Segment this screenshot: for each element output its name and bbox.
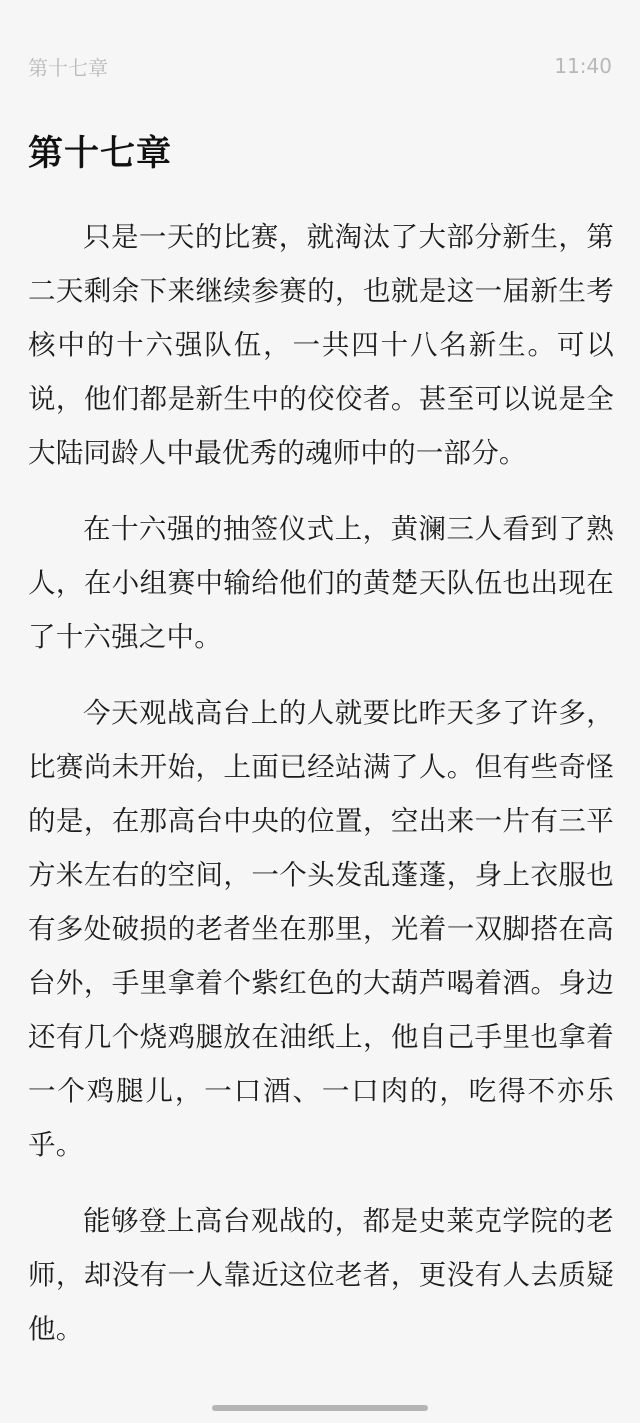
header-chapter-label: 第十七章 — [28, 55, 108, 80]
header-time: 11:40 — [554, 54, 612, 78]
paragraph: 能够登上高台观战的，都是史莱克学院的老师，却没有一人靠近这位老者，更没有人去质疑他。 — [28, 1205, 614, 1345]
chapter-body — [28, 210, 614, 1356]
chapter-title: 第十七章 — [28, 134, 173, 174]
home-indicator[interactable] — [212, 1405, 428, 1411]
paragraph: 在十六强的抽签仪式上，黄澜三人看到了熟人，在小组赛中输给他们的黄楚天队伍也出现在了十六强之中。 — [28, 513, 614, 653]
reader-content[interactable] — [28, 126, 614, 1378]
reader-header — [28, 48, 612, 84]
paragraph: 只是一天的比赛，就淘汰了大部分新生，第二天剩余下来继续参赛的，也就是这一届新生考核中的十六强队伍，一共四十八名新生。可以说，他们都是新生中的佼佼者。甚至可以说是全大陆同龄人中最优秀的魂师中的一部分。 — [28, 221, 614, 469]
paragraph: 今天观战高台上的人就要比昨天多了许多，比赛尚未开始，上面已经站满了人。但有些奇怪的是，在那高台中央的位置，空出来一片有三平方米左右的空间，一个头发乱蓬蓬，身上衣服也有多处破损的老者坐在那里，光着一双脚搭在高台外，手里拿着个紫红色的大葫芦喝着酒。身边还有几个烧鸡腿放在油纸上，他自己手里也拿着一个鸡腿儿，一口酒、一口肉的，吃得不亦乐乎。 — [28, 697, 614, 1161]
